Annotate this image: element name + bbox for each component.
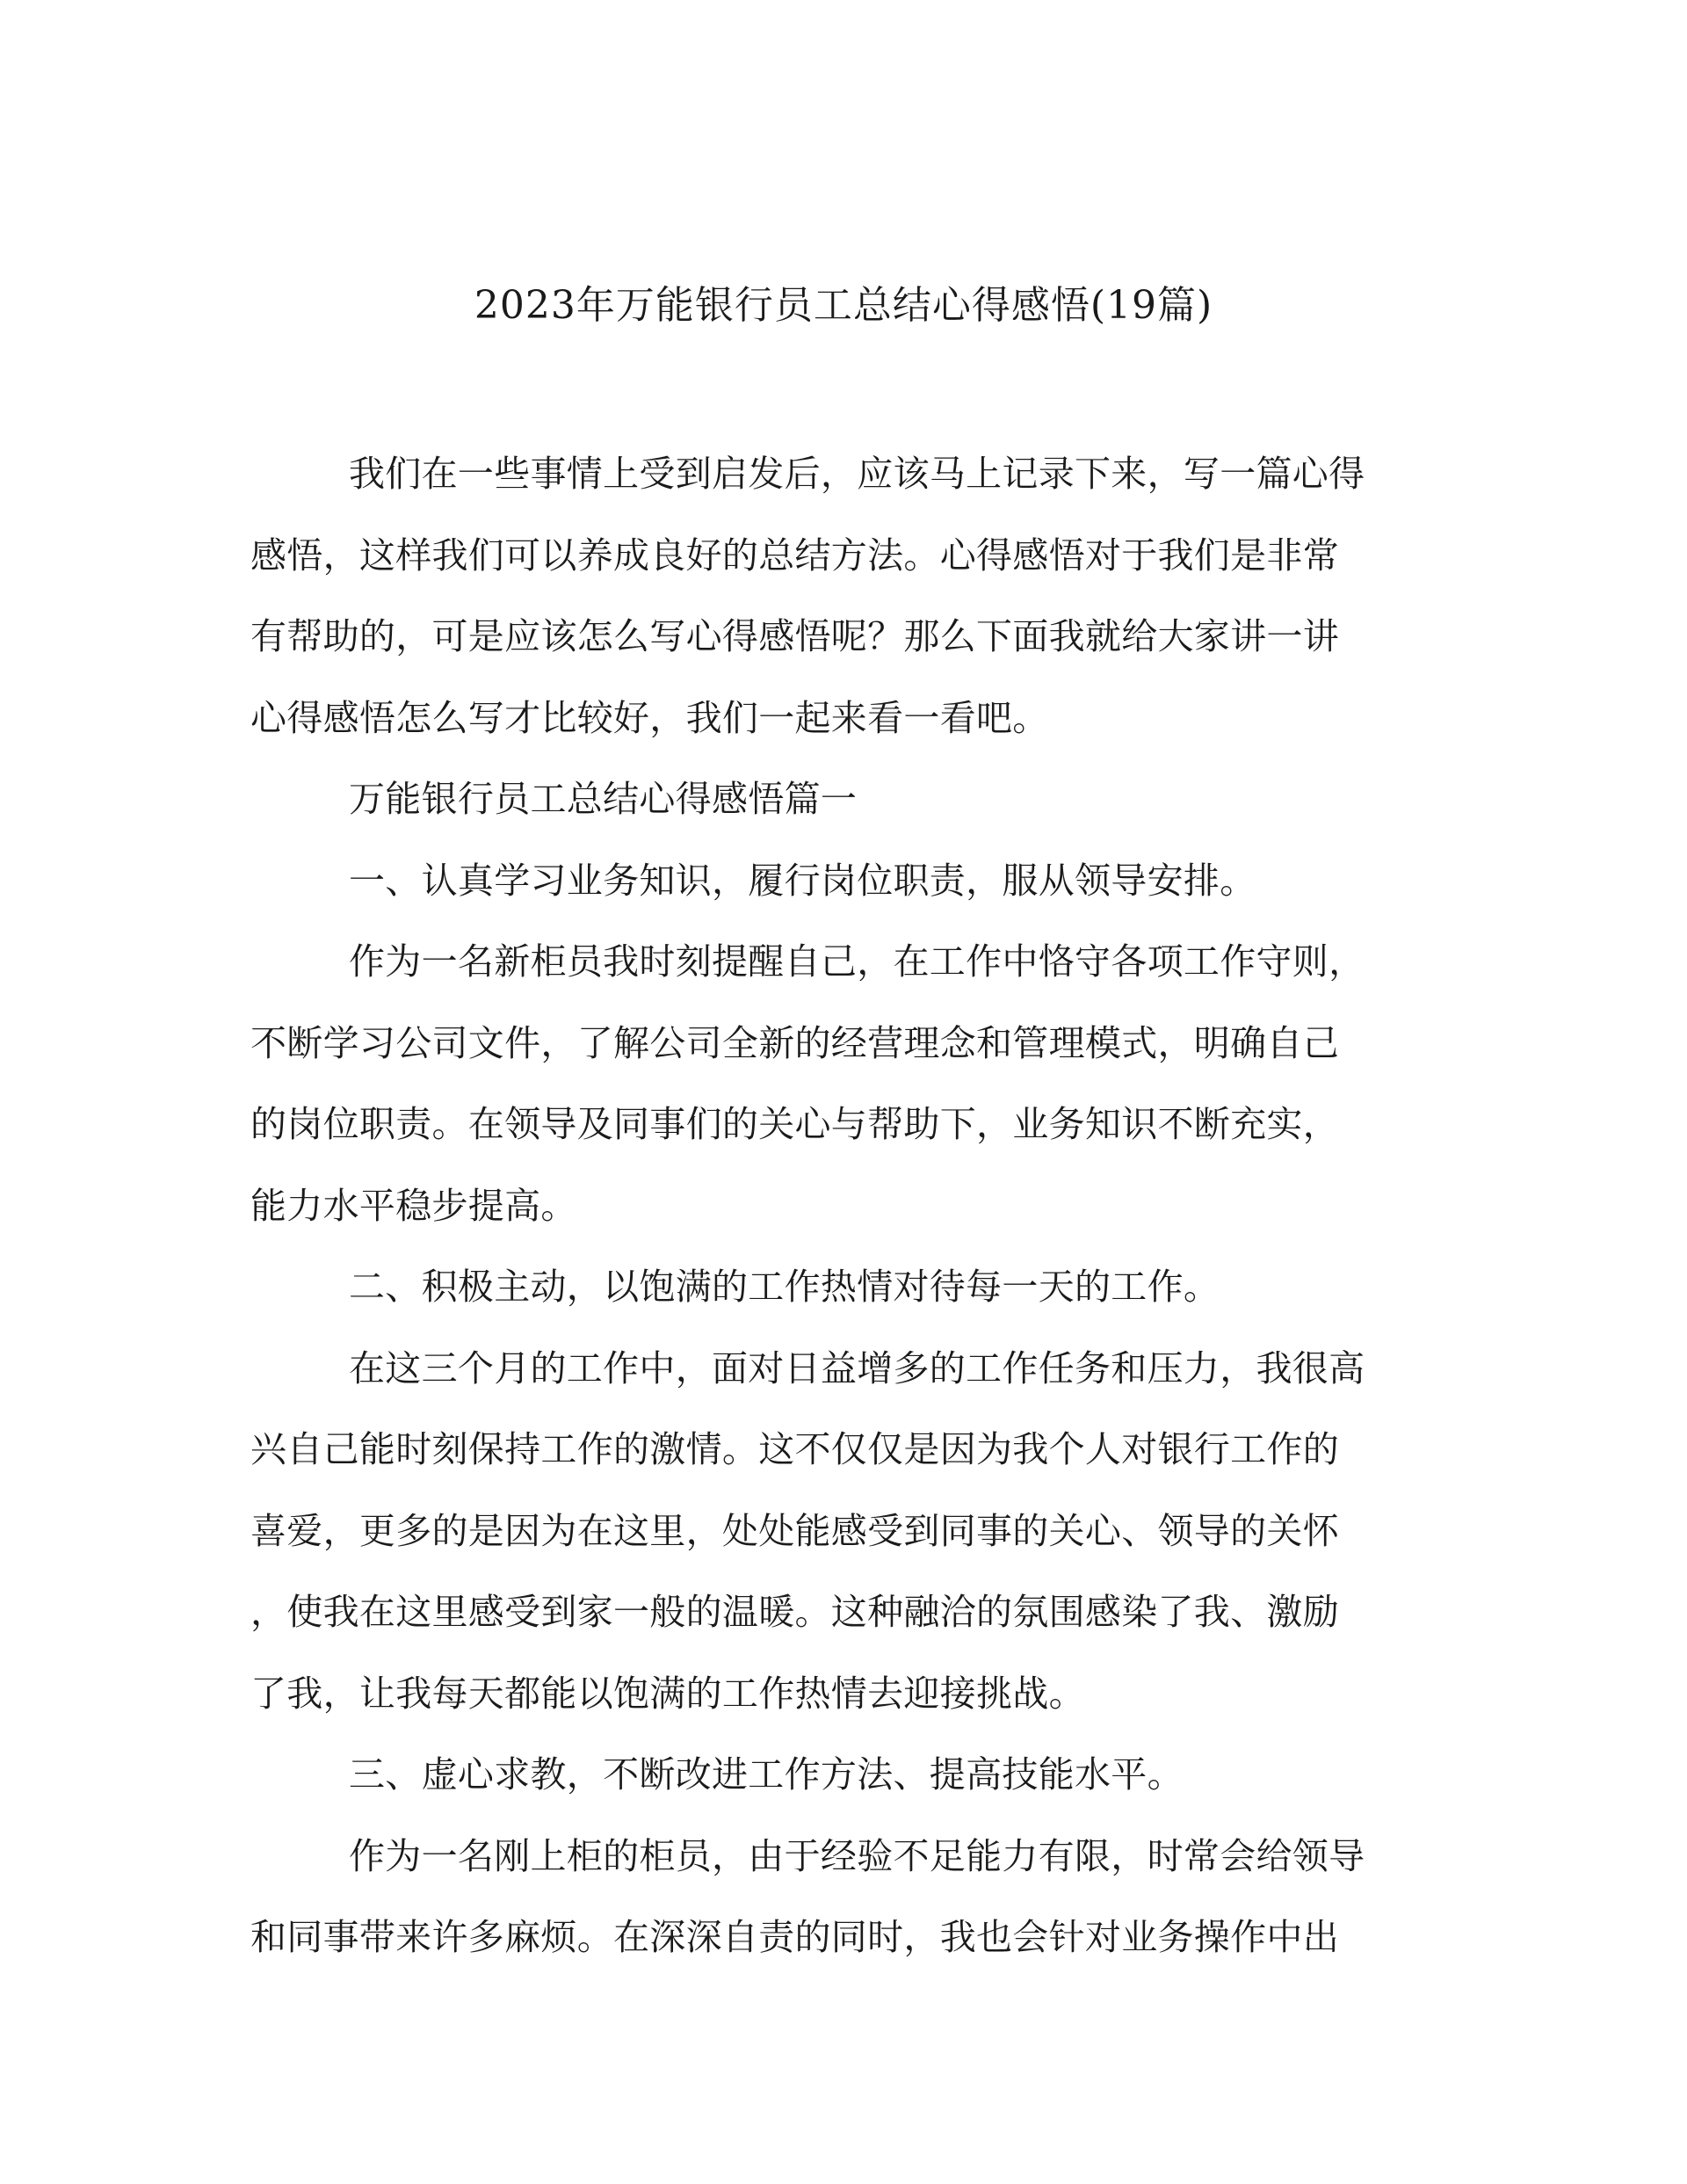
text-line: 不断学习公司文件，了解公司全新的经营理念和管理模式，明确自己 — [250, 1021, 1339, 1064]
text-line: 作为一名新柜员我时刻提醒自己，在工作中恪守各项工作守则， — [349, 940, 1365, 983]
text-line: 了我，让我每天都能以饱满的工作热情去迎接挑战。 — [250, 1672, 1085, 1715]
text-line: 和同事带来许多麻烦。在深深自责的同时，我也会针对业务操作中出 — [250, 1916, 1339, 1958]
text-line: 二、积极主动，以饱满的工作热情对待每一天的工作。 — [349, 1266, 1220, 1308]
text-line: 兴自己能时刻保持工作的激情。这不仅仅是因为我个人对银行工作的 — [250, 1428, 1339, 1470]
text-line: 一、认真学习业务知识，履行岗位职责，服从领导安排。 — [349, 859, 1256, 902]
text-line: 喜爱，更多的是因为在这里，处处能感受到同事的关心、领导的关怀 — [250, 1509, 1339, 1552]
text-line: 我们在一些事情上受到启发后，应该马上记录下来，写一篇心得 — [349, 453, 1365, 495]
text-line: 作为一名刚上柜的柜员，由于经验不足能力有限，时常会给领导 — [349, 1834, 1365, 1877]
document-body — [250, 433, 1437, 1978]
text-line: 有帮助的，可是应该怎么写心得感悟呢？那么下面我就给大家讲一讲 — [250, 615, 1339, 657]
text-line: 心得感悟怎么写才比较好，我们一起来看一看吧。 — [250, 696, 1049, 739]
text-line: 三、虚心求教，不断改进工作方法、提高技能水平。 — [349, 1753, 1184, 1796]
text-line: 万能银行员工总结心得感悟篇一 — [349, 778, 858, 820]
text-line: ，使我在这里感受到家一般的温暖。这种融洽的氛围感染了我、激励 — [250, 1591, 1339, 1633]
document-title: 2023年万能银行员工总结心得感悟(19篇) — [474, 283, 1213, 328]
text-line: 在这三个月的工作中，面对日益增多的工作任务和压力，我很高 — [349, 1346, 1365, 1389]
text-line: 能力水平稳步提高。 — [250, 1184, 577, 1227]
text-line: 感悟，这样我们可以养成良好的总结方法。心得感悟对于我们是非常 — [250, 533, 1339, 577]
text-line: 的岗位职责。在领导及同事们的关心与帮助下，业务知识不断充实， — [250, 1103, 1339, 1145]
